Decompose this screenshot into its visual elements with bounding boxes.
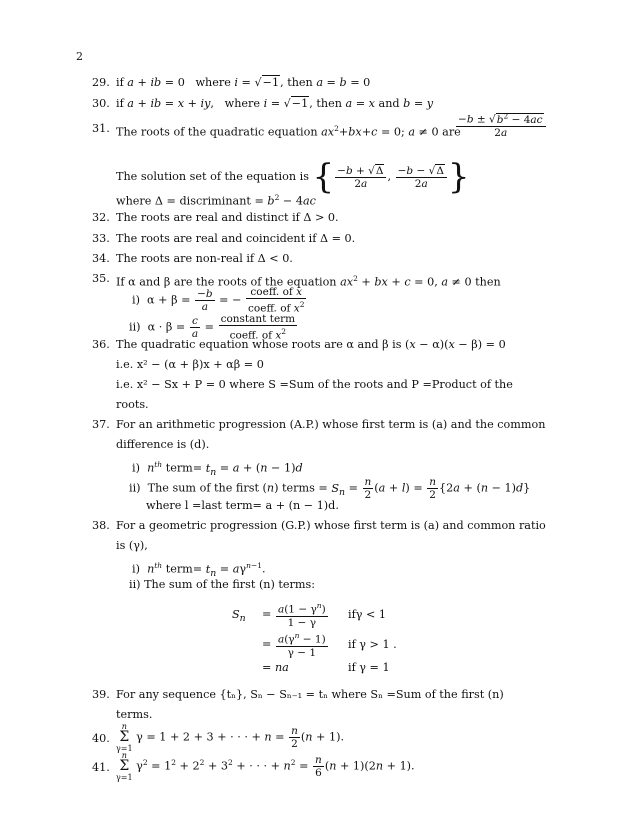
page-number: 2: [76, 50, 83, 63]
text-32: The roots are real and distinct if Δ > 0.: [116, 211, 339, 224]
gp-sum-lhs: $S_n$: [232, 608, 246, 625]
item-number: 38.: [92, 519, 110, 532]
formula-37-ii: ii) The sum of the first (n) terms = $S_n$ = $\frac{n}{2}$ (a + l) = $\frac{n}{2}$ {2a + (n − 1)d}: [129, 476, 531, 501]
text-38b: is (γ),: [116, 539, 148, 552]
item-number: 41.: [92, 761, 110, 774]
text-39a: For any sequence {tₙ}, Sₙ − Sₙ₋₁ = tₙ where Sₙ =Sum of the first (n): [116, 688, 504, 701]
text-37a: For an arithmetic progression (A.P.) whose first term is (a) and the common: [116, 418, 546, 431]
formula-36: The quadratic equation whose roots are α and β is (x − α)(x − β) = 0: [116, 338, 506, 351]
item-number: 34.: [92, 252, 110, 265]
solution-set: The solution set of the equation is { $\frac{-b + √\Delta}{2a}$ , $\frac{-b - √\Delta}{2a}$ }: [116, 157, 470, 197]
text-36c: i.e. x² − Sx + P = 0 where S =Sum of the roots and P =Product of the: [116, 378, 513, 391]
text-37b: difference is (d).: [116, 438, 210, 451]
item-number: 35.: [92, 272, 110, 285]
item-number: 29.: [92, 76, 110, 89]
item-number: 39.: [92, 688, 110, 701]
discriminant-def: where Δ = discriminant = $b^2 - 4ac$: [116, 193, 316, 208]
gp-sum-case-2: = $\frac{a(\gamma^n - 1)}{\gamma - 1}$: [262, 631, 326, 659]
formula-30: if a + ib = x + iy, where i = √−1, then a = x and b = y: [116, 97, 434, 110]
item-number: 31.: [92, 122, 110, 135]
quadratic-formula: $\frac{-b \pm √b^2 - 4ac}{2a}$: [455, 110, 547, 139]
formula-37-i: i) $n^{th}$ term= $t_n = a + (n - 1)d$: [132, 460, 303, 478]
gp-cond-3: if γ = 1: [348, 661, 390, 674]
gp-sum-case-1: = $\frac{a(1 - \gamma^n)}{1 - \gamma}$: [262, 601, 326, 629]
item-number: 40.: [92, 732, 110, 745]
formula-35-ii: ii) α · β = $\frac{c}{a}$ = $\frac{\text{constant term}}{coeff. of x^2}$: [129, 313, 296, 342]
item-number: 36.: [92, 338, 110, 351]
text-33: The roots are real and coincident if Δ = 0.: [116, 232, 356, 245]
text-36b: i.e. x² − (α + β)x + αβ = 0: [116, 358, 264, 371]
text-39b: terms.: [116, 708, 153, 721]
formula-35-i: i) α + β = $\frac{-b}{a}$ = − $\frac{\text{coeff. of x}}{coeff. of x^2}$: [132, 286, 305, 315]
gp-cond-2: if γ > 1 .: [348, 638, 397, 651]
formula-41: n Σ γ=1 $\gamma^2 = 1^2 + 2^2 + 3^2$ + · · · + $n^2$ = $\frac{n}{6}$ (n + 1)(2n + 1).: [116, 751, 415, 782]
formula-38-i: i) $n^{th}$ term= $t_n = a\gamma^{n-1}$.: [132, 561, 266, 579]
item-number: 32.: [92, 211, 110, 224]
text-38ii: ii) The sum of the first (n) terms:: [129, 578, 316, 591]
gp-sum-case-3: = na: [262, 661, 289, 674]
text-37w: where l =last term= a + (n − 1)d.: [146, 499, 339, 512]
formula-31: The roots of the quadratic equation $ax^2+bx+c = 0$; a ≠ 0 are: [116, 124, 461, 139]
text-36d: roots.: [116, 398, 149, 411]
text-38a: For a geometric progression (G.P.) whose first term is (a) and common ratio: [116, 519, 546, 532]
formula-29: if a + ib = 0 where i = √−1, then a = b = 0: [116, 76, 371, 89]
formula-40: n Σ γ=1 γ = 1 + 2 + 3 + · · · + n = $\frac{n}{2}$ (n + 1).: [116, 722, 344, 753]
gp-cond-1: ifγ < 1: [348, 608, 387, 621]
formula-35: If α and β are the roots of the equation $ax^2$ + bx + c = 0, a ≠ 0 then: [116, 274, 501, 289]
item-number: 30.: [92, 97, 110, 110]
text-34: The roots are non-real if Δ < 0.: [116, 252, 293, 265]
item-number: 33.: [92, 232, 110, 245]
item-number: 37.: [92, 418, 110, 431]
